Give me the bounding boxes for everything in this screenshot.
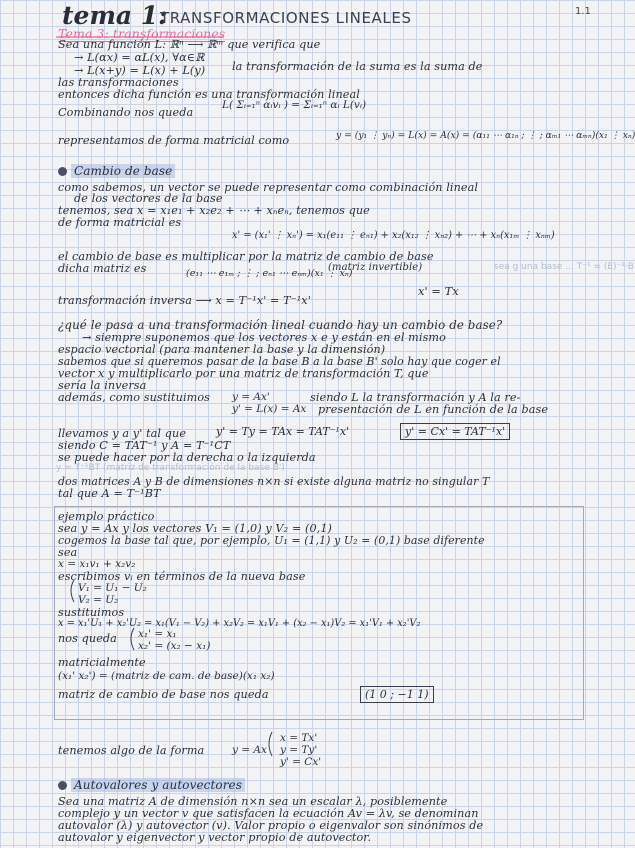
text-line: el cambio de base es multiplicar por la matriz de cambio de base [58,250,434,263]
text-line: matriz de cambio de base nos queda [58,688,269,701]
formula-xprime-tx: x' = Tx [418,284,459,298]
brace-icon [131,628,134,650]
text-line: espacio vectorial (para mantener la base y la dimensión) [58,343,386,356]
formula-substitution: x = x₁'U₁ + x₂'U₂ = x₁(V₁ − V₂) + x₂V₂ = x₁V₁ + (x₂ − x₁)V₂ = x₁'V₁ + x₂'V₂ [58,618,421,629]
brace-icon [71,580,74,602]
formula-matrix-form: (x₁' x₂') = (matriz de cam. de base)(x₁ x₂) [58,670,275,682]
text-line: escribimos vᵢ en términos de la nueva base [58,570,306,583]
faint-note: y = T⁻¹BT (matriz de transformación de la base B') [56,463,285,473]
text-line: entonces dicha función es una transformación lineal [58,88,360,101]
text-line: de los vectores de la base [74,192,223,205]
text-line: de forma matricial es [58,216,182,229]
formula-v1: V₁ = U₁ − U₂ [78,582,147,594]
text-line: vector x y multiplicarlo por una matriz de transformación T, que [58,367,429,380]
text-line: además, como sustituimos [58,391,211,404]
text-line: Combinando nos queda [58,106,194,119]
formula-yprime-cx: y' = Cx' [280,756,322,768]
text-line: cogemos la base tal que, por ejemplo, U₁ = (1,1) y U₂ = (0,1) base diferente [58,534,485,547]
formula-x2prime: x₂' = (x₂ − x₁) [138,640,211,652]
text-line: ¿qué le pasa a una transformación lineal cuando hay un cambio de base? [58,318,503,332]
text-line: sería la inversa [58,379,147,392]
text-line: dos matrices A y B de dimensiones n×n si existe alguna matriz no singular T [58,475,490,488]
text-line: → L(x+y) = L(x) + L(y) [74,64,206,77]
formula-x1prime: x₁' = x₁ [138,628,177,640]
text-line: la transformación de la suma es la suma de [232,60,483,73]
formula-linear-combination: L( Σᵢ₌₁ⁿ αᵢvᵢ ) = Σᵢ₌₁ⁿ αᵢ L(vᵢ) [222,99,367,111]
page-subtitle: TRANSFORMACIONES LINEALES [160,9,412,27]
text-line: sea y = Ax y los vectores V₁ = (1,0) y V₂ = (0,1) [58,522,333,535]
formula-result-matrix: (1 0 ; −1 1) [360,686,434,703]
heading-label: Cambio de base [71,164,175,178]
side-note: sea g una base ... T⁻¹ = (E)⁻¹·B [494,262,634,272]
text-line: autovalor y eigenvector y vector propio de autovector. [58,831,372,844]
text-line: presentación de L en función de la base [318,403,549,416]
text-line: dicha matriz es [58,262,147,275]
text-line: transformación inversa ⟶ x = T⁻¹x' = T⁻¹x' [58,294,311,307]
formula-change-matrix: (e₁₁ ⋯ e₁ₘ ; ⋮ ; eₙ₁ ⋯ eₙₘ)(x₁ ⋮ xₙ) [186,268,353,279]
text-line: como sabemos, un vector se puede representar como combinación lineal [58,181,479,194]
text-line: llevamos y a y' tal que [58,427,187,440]
text-line: sustituimos [58,606,125,619]
text-line: tenemos, sea x = x₁e₁ + x₂e₂ + ⋯ + xₙeₙ, tenemos que [58,204,370,217]
heading-label: Autovalores y autovectores [71,778,245,792]
text-line: sea [58,546,78,559]
text-line: → siempre suponemos que los vectores x e y están en el mismo [82,331,446,344]
formula-matrix-representation: y = (y₁ ⋮ yₙ) = L(x) = A(x) = (α₁₁ ⋯ α₁ₙ ; ⋮ ; αₘ₁ ⋯ αₘₙ)(x₁ ⋮ xₙ) [336,130,635,141]
text-line: siendo L la transformación y A la re- [310,391,521,404]
text-line: las transformaciones [58,76,179,89]
text-line: → L(αx) = αL(x), ∀α∈ℝ [74,51,205,64]
text-line: Sea una función L: ℝⁿ ⟶ ℝᵐ que verifica que [58,38,321,51]
example-heading: ejemplo práctico [58,510,155,523]
text-line: tal que A = T⁻¹BT [58,487,161,500]
formula-x-tx: x = Tx' [280,732,318,744]
page-number: 1.1 [575,6,591,17]
text-line: tenemos algo de la forma [58,744,205,757]
formula-x-expansion: x = x₁v₁ + x₂v₂ [58,558,136,570]
section-heading-transformaciones: Tema 3: transformaciones [58,26,226,41]
formula-basis-expansion: x' = (x₁' ⋮ xₙ') = x₁(e₁₁ ⋮ eₙ₁) + x₂(x₁₂ ⋮ xₙ₂) + ⋯ + xₙ(x₁ₘ ⋮ xₙₘ) [232,230,555,241]
text-line: sabemos que si queremos pasar de la base B a la base B' solo hay que coger el [58,355,501,368]
formula-y-ax-final: y = Ax [232,744,267,756]
text-line: matricialmente [58,656,146,669]
text-line: Sea una matriz A de dimensión n×n sea un escalar λ, posiblemente [58,795,448,808]
brace-icon [269,732,272,756]
formula-yprime-chain: y' = Ty = TAx = TAT⁻¹x' [216,425,350,438]
formula-v2: V₂ = U₂ [78,594,119,606]
text-line: nos queda [58,632,117,645]
text-line: autovalor (λ) y autovector (v). Valor propio o eigenvalor son sinónimos de [58,819,484,832]
formula-y-ty: y = Ty' [280,744,318,756]
text-line: representamos de forma matricial como [58,134,290,147]
formula-yprime-lx: y' = L(x) = Ax [232,403,307,415]
formula-boxed-result: y' = Cx' = TAT⁻¹x' [400,423,510,440]
text-line: se puede hacer por la derecha o la izquierda [58,451,316,464]
text-line: complejo y un vector v que satisfacen la ecuación Av = λv, se denominan [58,807,479,820]
text-line: (matriz invertible) [328,262,423,273]
page-title: tema 1: [62,1,168,30]
formula-y-ax: y = Ax' [232,391,270,403]
text-line: siendo C = TAT⁻¹ y A = T⁻¹CT [58,439,231,452]
